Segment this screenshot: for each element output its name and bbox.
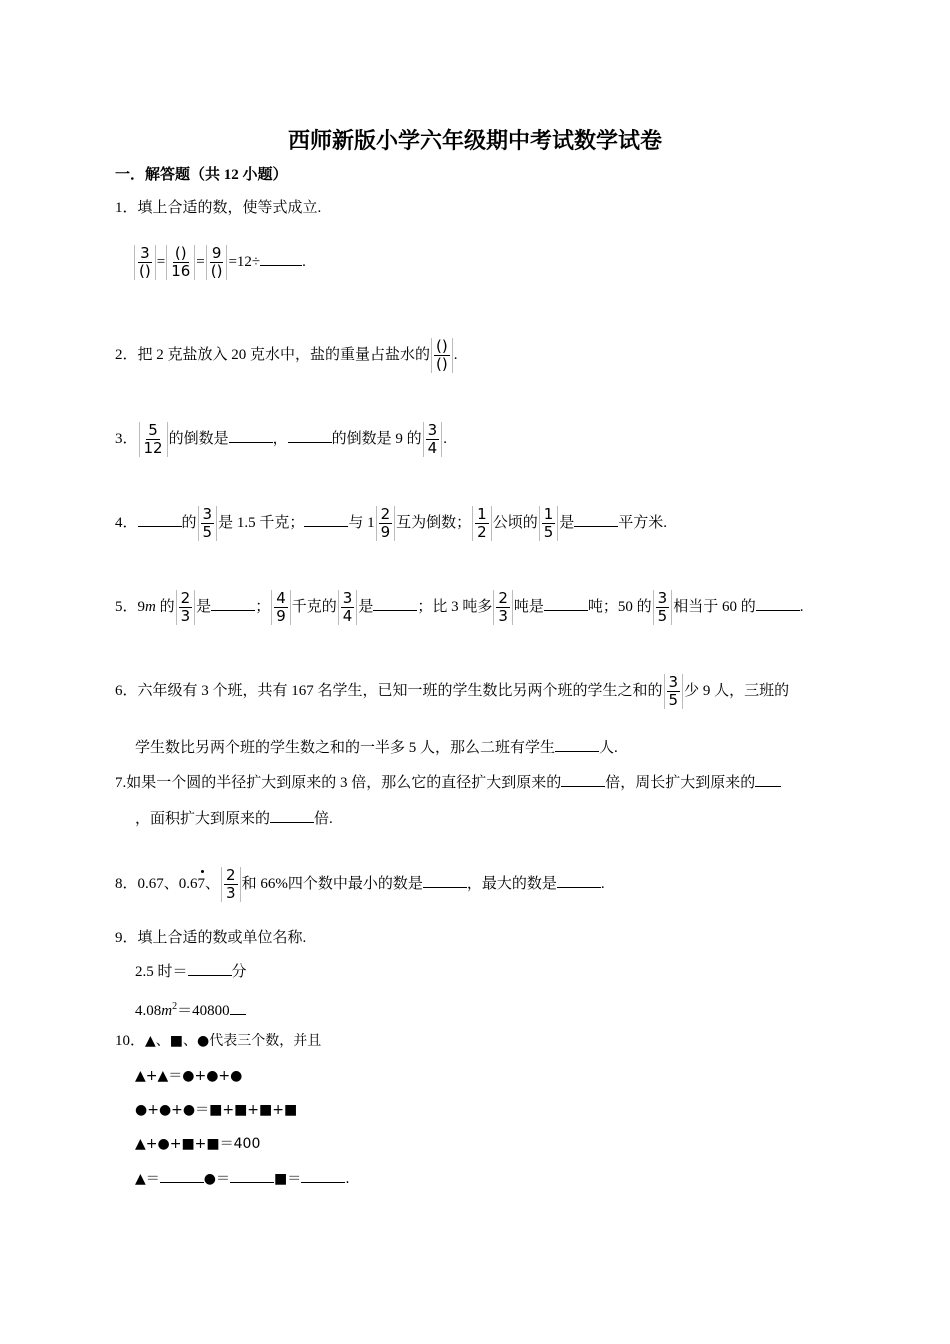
fraction: $\frac{3}{4}$ <box>338 590 358 625</box>
answer-blank <box>557 873 601 888</box>
question-10-equation-1: ▲+▲＝●+●+● <box>135 1068 243 1084</box>
question-10-prompt: 10．▲、■、●代表三个数，并且 <box>115 1033 322 1049</box>
fraction: $\frac{1}{5}$ <box>539 506 559 541</box>
answer-blank <box>555 737 599 752</box>
answer-blank <box>229 428 273 443</box>
answer-blank <box>211 596 255 611</box>
question-4: 4． 的 $\frac{3}{5}$ 是 1.5 千克； 与 1 $\frac{2}{9}$ 互为倒数； $\frac{1}{2}$ 公顷的 $\frac{1}{5}$ 是 平方米. <box>115 505 668 541</box>
answer-blank <box>230 1168 274 1183</box>
fraction: $\frac{3}{5}$ <box>198 506 218 541</box>
fraction: $\frac{1}{2}$ <box>472 506 492 541</box>
fraction: $\frac{3}{5}$ <box>653 590 673 625</box>
fraction: $\frac{2}{3}$ <box>493 590 513 625</box>
fraction: $\frac{()}{16}$ <box>166 245 195 280</box>
fraction: $\frac{2}{3}$ <box>176 590 196 625</box>
question-9-item-1: 2.5 时＝ 分 <box>135 961 247 983</box>
answer-blank <box>373 596 417 611</box>
question-10-equation-2: ●+●+●＝■+■+■+■ <box>135 1102 298 1118</box>
answer-blank <box>304 512 348 527</box>
repeating-digit: 7 <box>197 875 206 892</box>
answer-blank <box>188 961 232 976</box>
question-7-line-2: ，面积扩大到原来的 倍. <box>135 808 333 830</box>
answer-blank <box>160 1168 204 1183</box>
fraction: $\frac{()}{()}$ <box>431 338 453 373</box>
question-8: 8．0.67、0.67、 $\frac{2}{3}$ 和 66%四个数中最小的数是 ，最大的数是 . <box>115 866 605 902</box>
answer-blank <box>301 1168 345 1183</box>
fraction: $\frac{2}{9}$ <box>376 506 396 541</box>
answer-blank <box>544 596 588 611</box>
fraction: $\frac{4}{9}$ <box>271 590 291 625</box>
question-1-prompt: 1．填上合适的数，使等式成立. <box>115 200 322 216</box>
fraction: $\frac{2}{3}$ <box>221 867 241 902</box>
question-5: 5．9m 的 $\frac{2}{3}$ 是 ； $\frac{4}{9}$ 千克的 $\frac{3}{4}$ 是 ；比 3 吨多 $\frac{2}{3}$ 吨是 吨；50 的 $\frac{3}{5}$ 相当于 60 的 . <box>115 589 804 625</box>
answer-blank <box>138 512 182 527</box>
question-1-equation: $\frac{3}{()}$ = $\frac{()}{16}$ = $\frac{9}{()}$ =12÷ . <box>133 245 306 280</box>
question-9-item-2: $4.08m^2=40800$ <box>135 996 246 1022</box>
answer-blank <box>270 808 314 823</box>
fraction: $\frac{3}{()}$ <box>134 245 156 280</box>
answer-blank <box>260 251 302 266</box>
fraction: $\frac{3}{5}$ <box>664 674 684 709</box>
fraction: $\frac{3}{4}$ <box>423 422 443 457</box>
fraction: $\frac{5}{12}$ <box>139 422 168 457</box>
page-title: 西师新版小学六年级期中考试数学试卷 <box>287 128 662 153</box>
answer-blank <box>574 512 618 527</box>
answer-blank <box>755 772 781 787</box>
question-2: 2．把 2 克盐放入 20 克水中，盐的重量占盐水的 $\frac{()}{()}$ . <box>115 337 458 373</box>
question-10-answers: ▲＝ ●＝ ■＝ . <box>135 1168 350 1190</box>
answer-blank <box>230 1000 246 1015</box>
fraction: $\frac{9}{()}$ <box>206 245 228 280</box>
question-10-equation-3: ▲+●+■+■＝400 <box>135 1136 261 1152</box>
section-heading: 一．解答题（共 12 小题） <box>115 167 288 183</box>
answer-blank <box>423 873 467 888</box>
answer-blank <box>756 596 800 611</box>
answer-blank <box>561 772 605 787</box>
question-6-line-2: 学生数比另两个班的学生数之和的一半多 5 人，那么二班有学生 人. <box>135 737 618 759</box>
question-7-line-1: 7.如果一个圆的半径扩大到原来的 3 倍，那么它的直径扩大到原来的 倍，周长扩大到原来的 <box>115 772 781 794</box>
question-6-line-1: 6．六年级有 3 个班，共有 167 名学生，已知一班的学生数比另两个班的学生之和的 $\frac{3}{5}$ 少 9 人，三班的 <box>115 673 790 709</box>
question-3: 3． $\frac{5}{12}$ 的倒数是 ， 的倒数是 9 的 $\frac{3}{4}$ . <box>115 421 447 457</box>
question-9-prompt: 9．填上合适的数或单位名称. <box>115 930 307 946</box>
answer-blank <box>288 428 332 443</box>
